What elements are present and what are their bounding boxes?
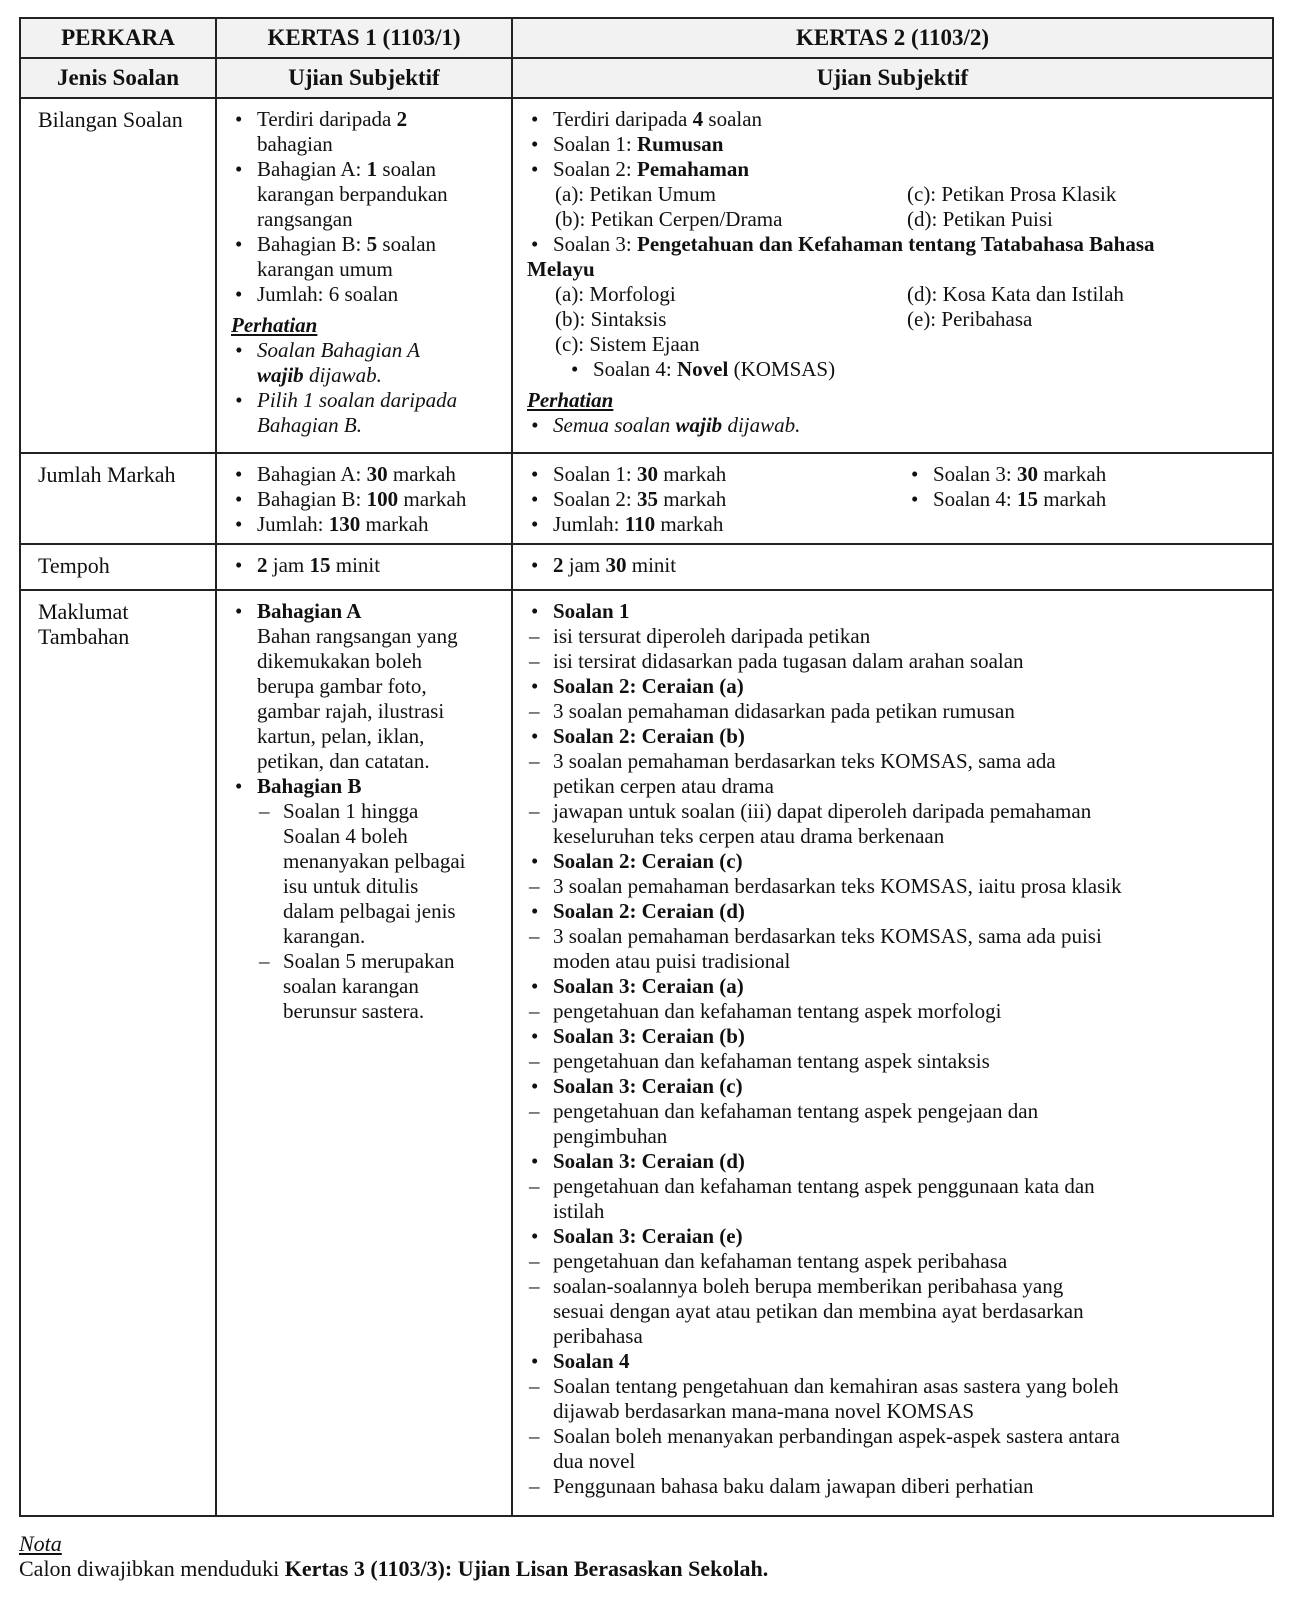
list-item: • Soalan 1 <box>527 599 1262 624</box>
list-item: • Soalan 3: Ceraian (b) <box>527 1024 1262 1049</box>
list-item: • Soalan 3: Pengetahuan dan Kefahaman tentang Tatabahasa Bahasa <box>527 232 1262 257</box>
list-item: • Jumlah: 110 markah <box>527 512 907 537</box>
dash-item: – isi tersurat diperoleh daripada petikan <box>527 624 1262 649</box>
row-maklumat-tambahan <box>20 590 1273 1516</box>
perhatian-heading: Perhatian <box>527 388 614 412</box>
list-item: • Bahagian B <box>231 774 501 799</box>
sub-list: (b): Sintaksis (e): Peribahasa <box>555 307 1033 331</box>
bahagian-a-text: Bahan rangsangan yang dikemukakan boleh berupa gambar foto, gambar rajah, ilustrasi kartun, pelan, iklan, petikan, dan catatan. <box>257 624 458 773</box>
jenis-label: Jenis Soalan <box>20 58 216 98</box>
dash-item: – Soalan tentang pengetahuan dan kemahiran asas sastera yang boleh dijawab berdasarkan mana-mana novel KOMSAS <box>527 1374 1262 1424</box>
list-item: • Soalan 3: Ceraian (d) <box>527 1149 1262 1174</box>
maklumat-kertas-2 <box>512 590 1273 1516</box>
nota-section <box>19 1531 768 1581</box>
nota-title: Nota <box>19 1531 62 1556</box>
list-item: • Soalan 3: Ceraian (e) <box>527 1224 1262 1249</box>
list-item: • Soalan 4 <box>527 1349 1262 1374</box>
list-item: • Soalan Bahagian A wajib dijawab. <box>231 338 501 388</box>
maklumat-label: Maklumat Tambahan <box>20 590 216 1516</box>
list-item: • Bahagian A <box>231 599 501 624</box>
dash-item: – pengetahuan dan kefahaman tentang aspek morfologi <box>527 999 1262 1024</box>
exam-format-sheet <box>19 17 1272 1517</box>
list-item: • Soalan 2: Ceraian (b) <box>527 724 1262 749</box>
list-item: • 2 jam 15 minit <box>231 553 501 578</box>
dash-item: – 3 soalan pemahaman berdasarkan teks KOMSAS, sama ada petikan cerpen atau drama <box>527 749 1262 799</box>
list-item: • Semua soalan wajib dijawab. <box>527 413 1262 438</box>
row-jumlah-markah <box>20 453 1273 544</box>
dash-item: – Soalan boleh menanyakan perbandingan aspek-aspek sastera antara dua novel <box>527 1424 1262 1474</box>
list-item: • Soalan 2: Ceraian (a) <box>527 674 1262 699</box>
dash-item: – 3 soalan pemahaman berdasarkan teks KOMSAS, sama ada puisi moden atau puisi tradisional <box>527 924 1262 974</box>
dash-item: – Soalan 1 hingga Soalan 4 boleh menanyakan pelbagai isu untuk ditulis dalam pelbagai jenis karangan. <box>257 799 501 949</box>
bilangan-kertas-1 <box>216 98 512 453</box>
list-item: • Pilih 1 soalan daripada Bahagian B. <box>231 388 501 438</box>
list-item: • Terdiri daripada 2 bahagian <box>231 107 501 157</box>
list-item: • Terdiri daripada 4 soalan <box>527 107 1262 132</box>
header-perkara: PERKARA <box>20 18 216 58</box>
list-item: • Soalan 3: Ceraian (c) <box>527 1074 1262 1099</box>
dash-item: – pengetahuan dan kefahaman tentang aspek sintaksis <box>527 1049 1262 1074</box>
list-item: • Soalan 4: 15 markah <box>907 487 1106 512</box>
list-item: • Bahagian A: 1 soalan karangan berpandukan rangsangan <box>231 157 501 232</box>
nota-text: Calon diwajibkan menduduki Kertas 3 (1103/3): Ujian Lisan Berasaskan Sekolah. <box>19 1556 769 1581</box>
list-item: • Soalan 3: Ceraian (a) <box>527 974 1262 999</box>
tempoh-kertas-1 <box>216 544 512 590</box>
bilangan-label: Bilangan Soalan <box>20 98 216 453</box>
list-item: • Jumlah: 6 soalan <box>231 282 501 307</box>
sub-list: (c): Sistem Ejaan <box>555 332 700 356</box>
jumlah-kertas-2 <box>512 453 1273 544</box>
dash-item: – Penggunaan bahasa baku dalam jawapan diberi perhatian <box>527 1474 1262 1499</box>
tempoh-kertas-2 <box>512 544 1273 590</box>
tempoh-label: Tempoh <box>20 544 216 590</box>
dash-item: – isi tersirat didasarkan pada tugasan dalam arahan soalan <box>527 649 1262 674</box>
list-item: • Soalan 2: 35 markah <box>527 487 907 512</box>
list-item: • Jumlah: 130 markah <box>231 512 501 537</box>
jumlah-label: Jumlah Markah <box>20 453 216 544</box>
jenis-kertas-1: Ujian Subjektif <box>216 58 512 98</box>
dash-item: – Soalan 5 merupakan soalan karangan berunsur sastera. <box>257 949 501 1024</box>
sub-list: (a): Petikan Umum (c): Petikan Prosa Klasik <box>555 182 1117 206</box>
sub-list: (b): Petikan Cerpen/Drama (d): Petikan Puisi <box>555 207 1053 231</box>
dash-item: – 3 soalan pemahaman berdasarkan teks KOMSAS, iaitu prosa klasik <box>527 874 1262 899</box>
dash-item: – pengetahuan dan kefahaman tentang aspek penggunaan kata dan istilah <box>527 1174 1262 1224</box>
header-kertas-1: KERTAS 1 (1103/1) <box>216 18 512 58</box>
dash-item: – soalan-soalannya boleh berupa memberikan peribahasa yang sesuai dengan ayat atau petikan dan membina ayat berdasarkan peribahasa <box>527 1274 1262 1349</box>
row-tempoh <box>20 544 1273 590</box>
header-row <box>20 18 1273 58</box>
dash-item: – pengetahuan dan kefahaman tentang aspek peribahasa <box>527 1249 1262 1274</box>
jumlah-kertas-1 <box>216 453 512 544</box>
list-item: • Soalan 4: Novel (KOMSAS) <box>567 357 1262 382</box>
maklumat-kertas-1 <box>216 590 512 1516</box>
list-item: • Soalan 2: Pemahaman <box>527 157 1262 182</box>
perhatian-heading: Perhatian <box>231 313 318 337</box>
list-item: • Bahagian A: 30 markah <box>231 462 501 487</box>
row-bilangan-soalan <box>20 98 1273 453</box>
list-item: • Bahagian B: 5 soalan karangan umum <box>231 232 501 282</box>
header-kertas-2: KERTAS 2 (1103/2) <box>512 18 1273 58</box>
dash-item: – 3 soalan pemahaman didasarkan pada petikan rumusan <box>527 699 1262 724</box>
list-item: • Soalan 1: Rumusan <box>527 132 1262 157</box>
list-item: • 2 jam 30 minit <box>527 553 1262 578</box>
sub-list: (a): Morfologi (d): Kosa Kata dan Istilah <box>555 282 1124 306</box>
list-item: • Soalan 2: Ceraian (c) <box>527 849 1262 874</box>
list-item-continuation: Melayu <box>527 257 595 281</box>
list-item: • Soalan 2: Ceraian (d) <box>527 899 1262 924</box>
list-item: • Soalan 1: 30 markah <box>527 462 907 487</box>
jenis-kertas-2: Ujian Subjektif <box>512 58 1273 98</box>
dash-item: – pengetahuan dan kefahaman tentang aspek pengejaan dan pengimbuhan <box>527 1099 1262 1149</box>
list-item: • Bahagian B: 100 markah <box>231 487 501 512</box>
list-item: • Soalan 3: 30 markah <box>907 462 1106 487</box>
exam-format-table <box>19 17 1274 1517</box>
dash-item: – jawapan untuk soalan (iii) dapat diperoleh daripada pemahaman keseluruhan teks cerpen atau drama berkenaan <box>527 799 1262 849</box>
row-jenis-soalan <box>20 58 1273 98</box>
bilangan-kertas-2 <box>512 98 1273 453</box>
